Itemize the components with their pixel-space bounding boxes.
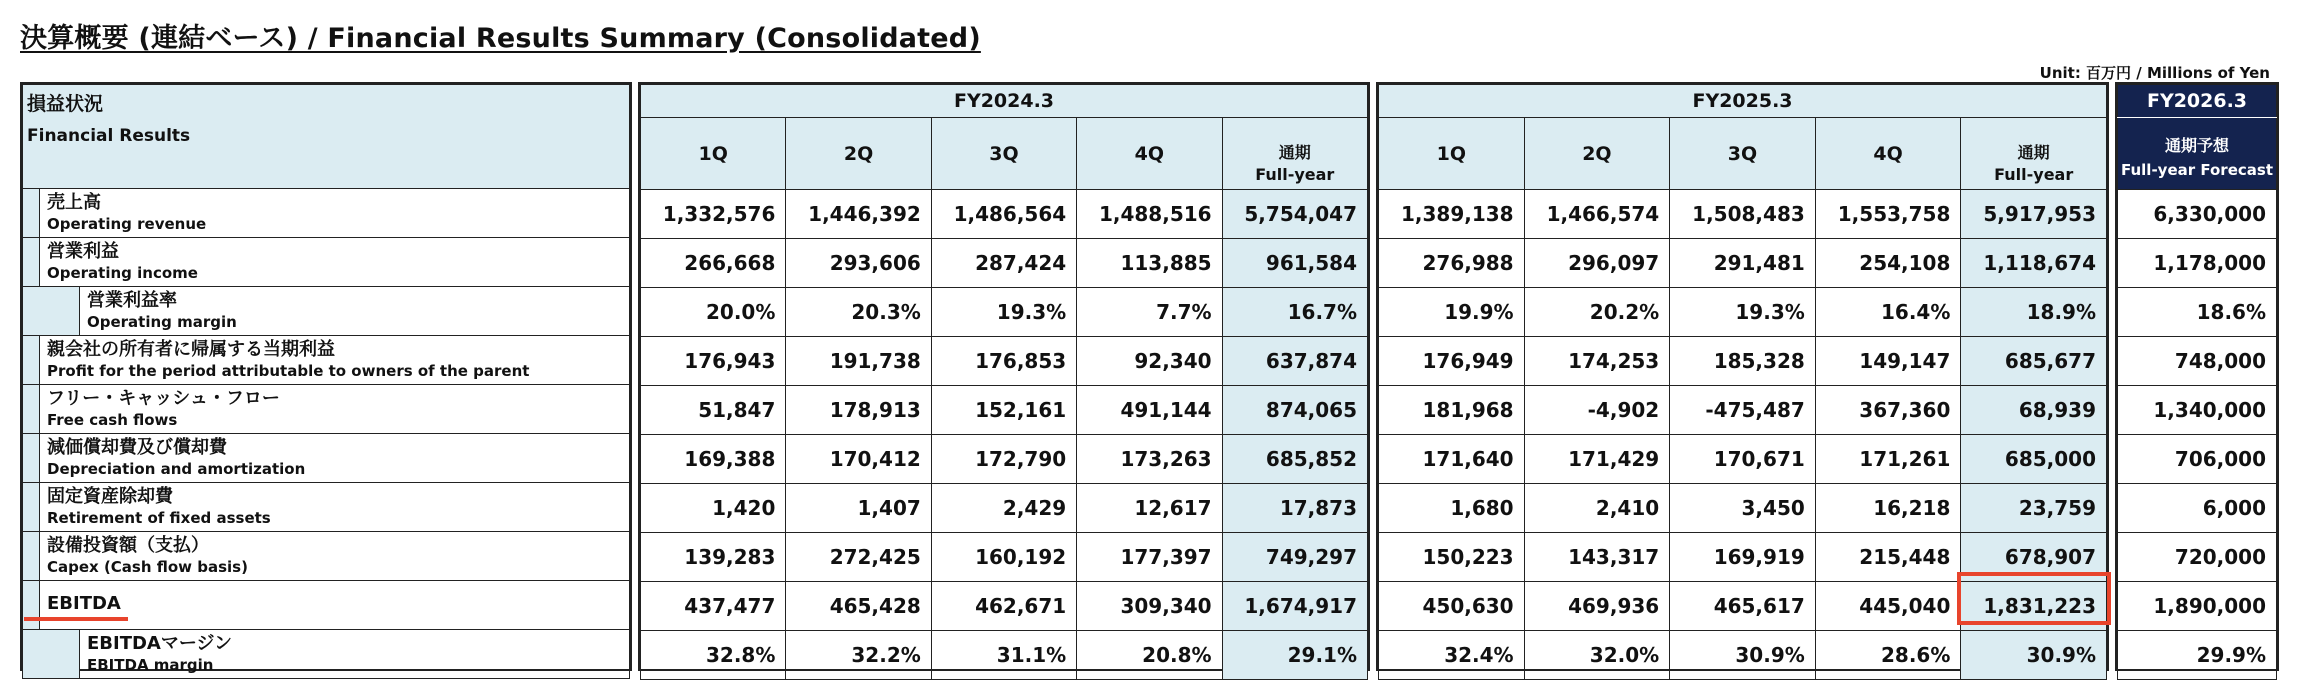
row-label [23, 434, 630, 483]
table-row [23, 434, 630, 483]
forecast-value: 6,330,000 [2118, 190, 2277, 239]
row-indent-strip [23, 434, 40, 482]
row-indent-strip [23, 630, 80, 678]
q2-header: 2Q [1524, 118, 1670, 190]
table-row [23, 287, 630, 336]
quarter-value: 1,486,564 [931, 190, 1076, 239]
quarter-value: 20.2% [1524, 288, 1670, 337]
fullyear-header [1961, 118, 2107, 190]
fullyear-value: 23,759 [1961, 484, 2107, 533]
quarter-value: 169,388 [641, 435, 786, 484]
forecast-value: 18.6% [2118, 288, 2277, 337]
quarter-value: 12,617 [1077, 484, 1222, 533]
quarter-value: 150,223 [1379, 533, 1525, 582]
quarter-value: 149,147 [1815, 337, 1961, 386]
row-label-cell [23, 434, 629, 482]
quarter-value: 177,397 [1077, 533, 1222, 582]
row-label-ja: 営業利益率 [87, 290, 177, 311]
row-label [23, 287, 630, 336]
row-label-text [47, 192, 629, 234]
quarter-value: 491,144 [1077, 386, 1222, 435]
fullyear-value: 18.9% [1961, 288, 2107, 337]
row-label-en: Free cash flows [47, 411, 178, 429]
label-header [23, 85, 630, 189]
quarter-value: 7.7% [1077, 288, 1222, 337]
row-label-ja: フリー・キャッシュ・フロー [47, 388, 280, 409]
table-row [641, 533, 1368, 582]
table-row [2118, 435, 2277, 484]
table-row [641, 435, 1368, 484]
row-label-ja: 売上高 [47, 192, 101, 213]
fullyear-value: 685,852 [1222, 435, 1367, 484]
row-label-en: Profit for the period attributable to owners of the parent [47, 362, 530, 380]
forecast-value: 720,000 [2118, 533, 2277, 582]
table-row [2118, 631, 2277, 680]
row-label-ja: EBITDAマージン [87, 633, 233, 654]
row-label-en: Retirement of fixed assets [47, 509, 271, 527]
table-row [23, 385, 630, 434]
q4-header: 4Q [1815, 118, 1961, 190]
quarter-value: 32.4% [1379, 631, 1525, 680]
fullyear-value: 5,754,047 [1222, 190, 1367, 239]
table-row [641, 582, 1368, 631]
q1-header: 1Q [1379, 118, 1525, 190]
row-label-text [47, 486, 629, 528]
forecast-value: 706,000 [2118, 435, 2277, 484]
row-indent-strip [23, 238, 40, 286]
quarter-value: 462,671 [931, 582, 1076, 631]
row-label-en: EBITDA margin [87, 656, 214, 674]
q3-header: 3Q [1670, 118, 1816, 190]
row-label-text [47, 437, 629, 479]
fullyear-value: 874,065 [1222, 386, 1367, 435]
quarter-value: 19.3% [931, 288, 1076, 337]
row-indent-strip [23, 483, 40, 531]
row-label-column [20, 82, 632, 674]
quarter-value: 465,617 [1670, 582, 1816, 631]
table-row [2118, 386, 2277, 435]
table-row [2118, 239, 2277, 288]
row-label-en: Operating margin [87, 313, 237, 331]
fullyear-header-ja: 通期 [1278, 142, 1311, 162]
table-row [2118, 337, 2277, 386]
row-label-en: Capex (Cash flow basis) [47, 558, 248, 576]
fullyear-value: 1,831,223 [1961, 582, 2107, 631]
row-label-cell [23, 581, 629, 629]
fullyear-value: 961,584 [1222, 239, 1367, 288]
table-row [1379, 484, 2107, 533]
table-row [1379, 239, 2107, 288]
quarter-value: 185,328 [1670, 337, 1816, 386]
row-label-ja: 設備投資額（支払） [47, 535, 209, 556]
row-label-en: Operating income [47, 264, 198, 282]
fullyear-header [1222, 118, 1367, 190]
fy2024-block [638, 82, 1370, 671]
table-row [23, 630, 630, 679]
row-indent-strip [23, 189, 40, 237]
row-label-cell [23, 189, 629, 237]
row-label-text [47, 388, 629, 430]
quarter-value: 2,429 [931, 484, 1076, 533]
quarter-value: 367,360 [1815, 386, 1961, 435]
table-row [2118, 484, 2277, 533]
fullyear-value: 1,674,917 [1222, 582, 1367, 631]
row-label-text [47, 339, 629, 381]
forecast-value: 6,000 [2118, 484, 2277, 533]
label-header-en: Financial Results [27, 126, 191, 146]
quarter-value: 1,420 [641, 484, 786, 533]
row-label [23, 630, 630, 679]
table-row [2118, 190, 2277, 239]
table-row [641, 337, 1368, 386]
row-indent-strip [23, 532, 40, 580]
table-row [641, 288, 1368, 337]
quarter-value: 16.4% [1815, 288, 1961, 337]
fullyear-header-en: Full-year [1994, 164, 2074, 184]
quarter-value: 139,283 [641, 533, 786, 582]
row-indent-strip [23, 581, 40, 629]
fullyear-value: 685,000 [1961, 435, 2107, 484]
unit-label: Unit: 百万円 / Millions of Yen [2039, 64, 2270, 82]
row-indent-strip [23, 385, 40, 433]
fy2026-header: FY2026.3 [2118, 85, 2277, 118]
quarter-value: 445,040 [1815, 582, 1961, 631]
table-row [23, 483, 630, 532]
table-row [641, 386, 1368, 435]
table-row [1379, 435, 2107, 484]
quarter-value: 176,949 [1379, 337, 1525, 386]
row-label [23, 189, 630, 238]
row-label-ja: 営業利益 [47, 241, 119, 262]
fullyear-value: 637,874 [1222, 337, 1367, 386]
quarter-value: 450,630 [1379, 582, 1525, 631]
row-label-cell [23, 336, 629, 384]
quarter-value: 20.0% [641, 288, 786, 337]
quarter-value: 181,968 [1379, 386, 1525, 435]
quarter-value: 173,263 [1077, 435, 1222, 484]
quarter-value: 215,448 [1815, 533, 1961, 582]
highlight-box [1957, 572, 2111, 625]
table-row [641, 631, 1368, 680]
table-row [1379, 337, 2107, 386]
row-label-text [87, 290, 629, 332]
quarter-value: 296,097 [1524, 239, 1670, 288]
quarter-value: 176,943 [641, 337, 786, 386]
quarter-value: 113,885 [1077, 239, 1222, 288]
ebitda-underline [24, 617, 128, 621]
quarter-value: 32.2% [786, 631, 931, 680]
quarter-value: 32.8% [641, 631, 786, 680]
table-row [2118, 533, 2277, 582]
row-label-cell [23, 532, 629, 580]
q4-header: 4Q [1077, 118, 1222, 190]
row-label-en: Operating revenue [47, 215, 207, 233]
quarter-value: 170,671 [1670, 435, 1816, 484]
fullyear-value: 685,677 [1961, 337, 2107, 386]
forecast-header-en: Full-year Forecast [2120, 160, 2273, 179]
quarter-value: 291,481 [1670, 239, 1816, 288]
forecast-value: 29.9% [2118, 631, 2277, 680]
row-label-ja: EBITDA [47, 593, 121, 614]
fullyear-value: 5,917,953 [1961, 190, 2107, 239]
q2-header: 2Q [786, 118, 931, 190]
table-row [23, 238, 630, 287]
quarter-value: 287,424 [931, 239, 1076, 288]
quarter-value: 1,389,138 [1379, 190, 1525, 239]
table-row [641, 239, 1368, 288]
row-label [23, 336, 630, 385]
quarter-value: 152,161 [931, 386, 1076, 435]
row-label [23, 581, 630, 630]
fullyear-value: 30.9% [1961, 631, 2107, 680]
quarter-value: 160,192 [931, 533, 1076, 582]
quarter-value: 1,508,483 [1670, 190, 1816, 239]
table-row [23, 532, 630, 581]
fullyear-value: 68,939 [1961, 386, 2107, 435]
quarter-value: 1,407 [786, 484, 931, 533]
quarter-value: 272,425 [786, 533, 931, 582]
table-row [1379, 190, 2107, 239]
row-label-cell [23, 630, 629, 678]
quarter-value: 1,553,758 [1815, 190, 1961, 239]
row-label [23, 238, 630, 287]
fullyear-header-ja: 通期 [2017, 142, 2050, 162]
quarter-value: -475,487 [1670, 386, 1816, 435]
quarter-value: 469,936 [1524, 582, 1670, 631]
fullyear-header-en: Full-year [1255, 164, 1335, 184]
q3-header: 3Q [931, 118, 1076, 190]
row-label-ja: 親会社の所有者に帰属する当期利益 [47, 339, 335, 360]
table-row [1379, 631, 2107, 680]
row-label-ja: 固定資産除却費 [47, 486, 173, 507]
page-title: 決算概要 (連結ベース) / Financial Results Summary (Consolidated) [20, 23, 981, 54]
quarter-value: 1,332,576 [641, 190, 786, 239]
quarter-value: 169,919 [1670, 533, 1816, 582]
quarter-value: 178,913 [786, 386, 931, 435]
forecast-header-ja: 通期予想 [2164, 135, 2229, 155]
quarter-value: 32.0% [1524, 631, 1670, 680]
fullyear-value: 749,297 [1222, 533, 1367, 582]
row-label [23, 483, 630, 532]
row-label-text [47, 535, 629, 577]
row-label-cell [23, 385, 629, 433]
quarter-value: 1,488,516 [1077, 190, 1222, 239]
fullyear-value: 1,118,674 [1961, 239, 2107, 288]
row-label [23, 385, 630, 434]
table-row [23, 336, 630, 385]
quarter-value: 28.6% [1815, 631, 1961, 680]
quarter-value: 19.9% [1379, 288, 1525, 337]
quarter-value: 16,218 [1815, 484, 1961, 533]
quarter-value: 293,606 [786, 239, 931, 288]
fullyear-value: 678,907 [1961, 533, 2107, 582]
row-label-text [47, 241, 629, 283]
label-header-ja: 損益状況 [27, 93, 104, 115]
quarter-value: 174,253 [1524, 337, 1670, 386]
row-label-cell [23, 238, 629, 286]
row-indent-strip [23, 336, 40, 384]
table-row [23, 189, 630, 238]
quarter-value: 143,317 [1524, 533, 1670, 582]
table-row [1379, 386, 2107, 435]
row-label [23, 532, 630, 581]
table-row [1379, 288, 2107, 337]
quarter-value: 92,340 [1077, 337, 1222, 386]
quarter-value: 19.3% [1670, 288, 1816, 337]
quarter-value: 30.9% [1670, 631, 1816, 680]
fy2026-block [2115, 82, 2279, 671]
table-row [641, 190, 1368, 239]
row-label-text [87, 633, 629, 675]
fullyear-value: 17,873 [1222, 484, 1367, 533]
quarter-value: 171,261 [1815, 435, 1961, 484]
quarter-value: 1,446,392 [786, 190, 931, 239]
quarter-value: 1,466,574 [1524, 190, 1670, 239]
forecast-value: 748,000 [2118, 337, 2277, 386]
quarter-value: 437,477 [641, 582, 786, 631]
quarter-value: 170,412 [786, 435, 931, 484]
quarter-value: 172,790 [931, 435, 1076, 484]
quarter-value: 171,640 [1379, 435, 1525, 484]
forecast-header [2118, 118, 2277, 190]
row-label-ja: 減価償却費及び償却費 [47, 437, 227, 458]
row-label-cell [23, 483, 629, 531]
quarter-value: 309,340 [1077, 582, 1222, 631]
table-row [2118, 582, 2277, 631]
quarter-value: 1,680 [1379, 484, 1525, 533]
quarter-value: 20.8% [1077, 631, 1222, 680]
forecast-value: 1,340,000 [2118, 386, 2277, 435]
quarter-value: 2,410 [1524, 484, 1670, 533]
table-row [23, 581, 630, 630]
row-label-en: Depreciation and amortization [47, 460, 306, 478]
quarter-value: 171,429 [1524, 435, 1670, 484]
row-label-cell [23, 287, 629, 335]
fullyear-value: 16.7% [1222, 288, 1367, 337]
quarter-value: 31.1% [931, 631, 1076, 680]
forecast-value: 1,178,000 [2118, 239, 2277, 288]
quarter-value: 51,847 [641, 386, 786, 435]
quarter-value: 276,988 [1379, 239, 1525, 288]
q1-header: 1Q [641, 118, 786, 190]
fy2024-header: FY2024.3 [641, 85, 1368, 118]
quarter-value: -4,902 [1524, 386, 1670, 435]
quarter-value: 266,668 [641, 239, 786, 288]
quarter-value: 3,450 [1670, 484, 1816, 533]
fy2025-header: FY2025.3 [1379, 85, 2107, 118]
fullyear-value: 29.1% [1222, 631, 1367, 680]
forecast-value: 1,890,000 [2118, 582, 2277, 631]
table-row [2118, 288, 2277, 337]
quarter-value: 254,108 [1815, 239, 1961, 288]
quarter-value: 176,853 [931, 337, 1076, 386]
row-indent-strip [23, 287, 80, 335]
quarter-value: 20.3% [786, 288, 931, 337]
quarter-value: 191,738 [786, 337, 931, 386]
quarter-value: 465,428 [786, 582, 931, 631]
table-row [641, 484, 1368, 533]
